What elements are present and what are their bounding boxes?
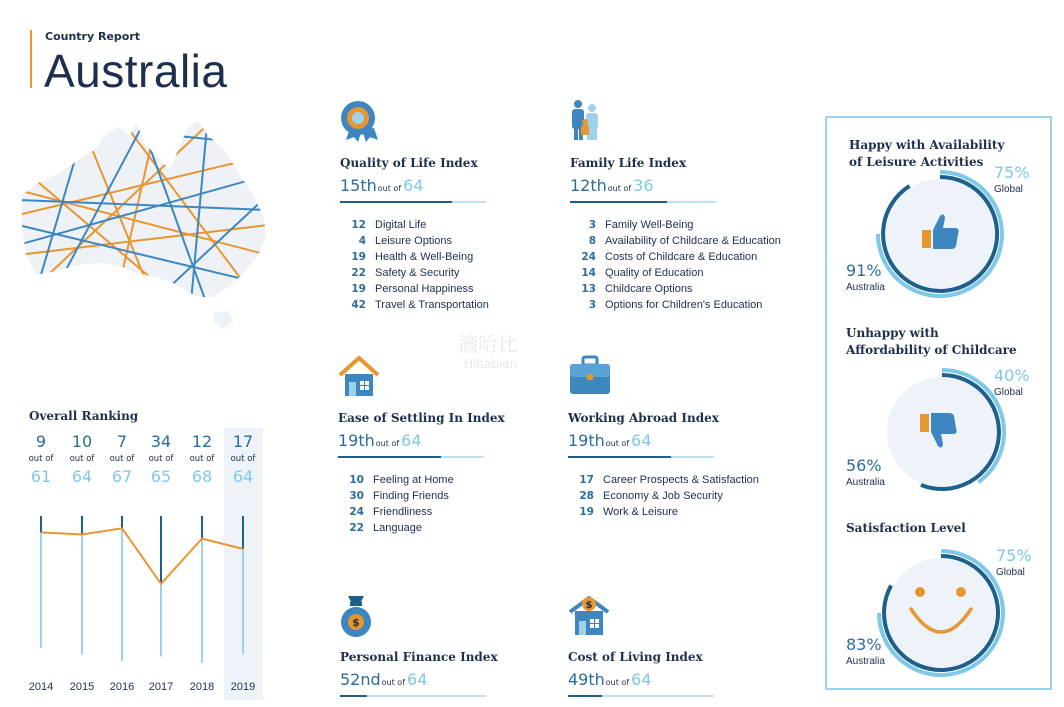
global-label: Global [994, 184, 1023, 195]
cost-of-living-block [568, 594, 768, 697]
overall-ranking-title: Overall Ranking [29, 409, 139, 423]
rank-total: 64 [631, 431, 652, 450]
rank-bar [340, 695, 486, 697]
briefcase-icon [568, 355, 612, 399]
rank-line [340, 670, 540, 693]
rank-out-of: out of [189, 454, 215, 464]
sub-index-list [568, 472, 768, 520]
rank-total: 64 [631, 670, 652, 689]
list-item: 24 Friendliness [349, 506, 433, 518]
sub-index-list [340, 217, 540, 313]
global-label: Global [994, 387, 1023, 398]
quality-of-life-block [340, 100, 540, 313]
rank-total: 67 [111, 467, 133, 486]
rank-bar [340, 201, 486, 203]
rank-value: 12th [570, 176, 607, 195]
rank-value: 52nd [340, 670, 381, 689]
leisure-title: Happy with Availability of Leisure Activities [849, 138, 1005, 169]
rank-total: 61 [30, 467, 52, 486]
money-bag-icon [340, 594, 384, 638]
australia-label: Australia [846, 477, 885, 488]
rank-total: 64 [403, 176, 424, 195]
rank-out-of: out of [605, 439, 630, 448]
rank-out-of: out of [381, 678, 406, 687]
rank-total: 64 [401, 431, 422, 450]
childcare-gauge [872, 366, 1012, 498]
watermark: 滴哈比 Hihabian [458, 332, 518, 371]
rank-bar [568, 456, 714, 458]
rank-bar [570, 201, 716, 203]
sub-index-list [570, 217, 781, 313]
list-item: 10 Feeling at Home [349, 474, 454, 486]
list-item: 14 Quality of Education [581, 267, 704, 279]
global-label: Global [996, 567, 1025, 578]
rank-bar [568, 695, 714, 697]
list-item: 19 Health & Well-Being [351, 251, 474, 263]
leisure-gauge [870, 168, 1010, 300]
list-item: 3 Family Well-Being [588, 219, 694, 231]
award-ribbon-icon [340, 100, 384, 144]
list-item: 19 Work & Leisure [579, 506, 678, 518]
list-item: 4 Leisure Options [358, 235, 453, 247]
year-label: 2018 [189, 681, 215, 693]
list-item: 22 Language [349, 522, 422, 534]
working-abroad-block [568, 355, 768, 520]
svg-text:$: $ [585, 600, 593, 611]
rank-value: 9 [35, 432, 47, 451]
list-item: 24 Costs of Childcare & Education [581, 251, 758, 263]
rank-bar-fill [568, 456, 671, 458]
year-label: 2019 [230, 681, 256, 693]
list-item: 12 Digital Life [351, 219, 427, 231]
rank-line [570, 176, 770, 199]
house-dollar-icon [568, 594, 612, 638]
australia-percent: 56% [846, 456, 882, 475]
satisfaction-gauge [871, 547, 1011, 679]
rank-out-of: out of [109, 454, 135, 464]
rank-total: 64 [71, 467, 93, 486]
rank-line [568, 670, 768, 693]
rank-line [340, 176, 540, 199]
year-label: 2016 [109, 681, 135, 693]
global-percent: 75% [996, 546, 1032, 565]
rank-out-of: out of [377, 184, 402, 193]
list-item: 19 Personal Happiness [351, 283, 474, 295]
svg-text:$: $ [352, 616, 360, 629]
rank-bar-fill [568, 695, 602, 697]
global-percent: 75% [994, 163, 1030, 182]
australia-label: Australia [846, 282, 885, 293]
rank-total: 68 [191, 467, 213, 486]
list-item: 3 Options for Children's Education [588, 299, 763, 311]
rank-bar-fill [570, 201, 667, 203]
rank-line [568, 431, 768, 454]
rank-out-of: out of [69, 454, 95, 464]
block-title: Quality of Life Index [340, 156, 478, 170]
rank-out-of: out of [148, 454, 174, 464]
satisfaction-title: Satisfaction Level [846, 521, 966, 535]
rank-value: 12 [191, 432, 213, 451]
family-icon [570, 100, 614, 144]
sub-index-list [338, 472, 538, 536]
house-icon [338, 355, 382, 399]
list-item: 8 Availability of Childcare & Education [588, 235, 781, 247]
year-label: 2014 [28, 681, 54, 693]
rank-bar-fill [338, 456, 441, 458]
block-title: Working Abroad Index [568, 411, 719, 425]
rank-value: 19th [568, 431, 605, 450]
report-kicker: Country Report [45, 30, 141, 43]
rank-out-of: out of [230, 454, 256, 464]
rank-total: 65 [150, 467, 172, 486]
rank-value: 17 [232, 432, 254, 451]
block-title: Cost of Living Index [568, 650, 703, 664]
year-label: 2017 [148, 681, 174, 693]
rank-value: 49th [568, 670, 605, 689]
childcare-title: Unhappy with Affordability of Childcare [846, 326, 1017, 357]
list-item: 13 Childcare Options [581, 283, 693, 295]
rank-out-of: out of [607, 184, 632, 193]
global-percent: 40% [994, 366, 1030, 385]
page-title: Australia [44, 45, 228, 97]
list-item: 42 Travel & Transportation [351, 299, 489, 311]
list-item: 22 Safety & Security [351, 267, 460, 279]
rank-out-of: out of [605, 678, 630, 687]
australia-label: Australia [846, 656, 885, 667]
rank-total: 64 [407, 670, 428, 689]
ranking-chart [0, 0, 280, 707]
australia-percent: 83% [846, 635, 882, 654]
rank-line [338, 431, 538, 454]
ranking-trend-line [41, 528, 243, 584]
rank-value: 7 [116, 432, 128, 451]
rank-bar [338, 456, 484, 458]
rank-out-of: out of [375, 439, 400, 448]
list-item: 17 Career Prospects & Satisfaction [579, 474, 759, 486]
family-life-block [570, 100, 781, 313]
rank-value: 19th [338, 431, 375, 450]
rank-value: 10 [71, 432, 93, 451]
personal-finance-block [340, 594, 540, 697]
australia-percent: 91% [846, 261, 882, 280]
rank-value: 15th [340, 176, 377, 195]
year-label: 2015 [69, 681, 95, 693]
rank-bar-fill [340, 201, 452, 203]
rank-total: 36 [633, 176, 654, 195]
block-title: Personal Finance Index [340, 650, 498, 664]
rank-value: 34 [150, 432, 172, 451]
rank-total: 64 [232, 467, 254, 486]
list-item: 28 Economy & Job Security [579, 490, 723, 502]
block-title: Family Life Index [570, 156, 687, 170]
list-item: 30 Finding Friends [349, 490, 449, 502]
block-title: Ease of Settling In Index [338, 411, 505, 425]
rank-bar-fill [340, 695, 367, 697]
rank-out-of: out of [28, 454, 54, 464]
ease-of-settling-block [338, 355, 538, 536]
